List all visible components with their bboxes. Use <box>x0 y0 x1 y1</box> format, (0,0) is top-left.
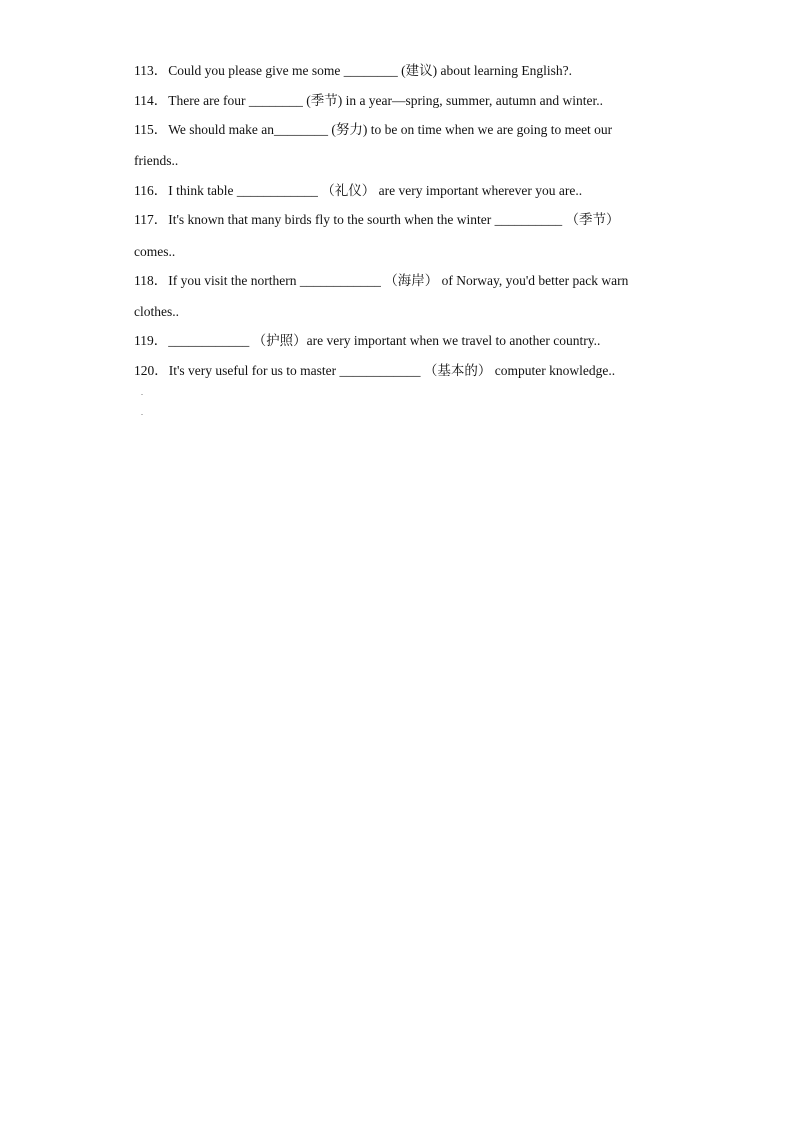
paragraph-mark: . <box>141 388 143 397</box>
question-number: 114． <box>134 93 168 108</box>
question-117-continuation: comes.. <box>134 244 176 259</box>
paragraph-mark: . <box>141 408 143 417</box>
question-117 <box>134 211 620 229</box>
question-number: 116． <box>134 183 168 198</box>
question-text: It's very useful for us to master ____________ （基本的） computer knowledge.. <box>168 363 616 378</box>
question-text: It's known that many birds fly to the sourth when the winter __________ （季节） <box>168 212 620 227</box>
question-text: Could you please give me some ________ (建议) about learning English?. <box>168 63 573 78</box>
question-number: 117． <box>134 212 168 227</box>
question-number: 115． <box>134 122 168 137</box>
question-text: There are four ________ (季节) in a year—spring, summer, autumn and winter.. <box>168 93 603 108</box>
question-115-continuation: friends.. <box>134 153 179 168</box>
question-118 <box>134 272 628 290</box>
question-text: If you visit the northern ____________ （海岸） of Norway, you'd better pack warn <box>168 273 629 288</box>
question-116 <box>134 182 582 200</box>
question-115 <box>134 121 612 139</box>
question-text: We should make an________ (努力) to be on time when we are going to meet our <box>168 122 613 137</box>
question-number: 118． <box>134 273 168 288</box>
question-118-continuation: clothes.. <box>134 304 179 319</box>
question-number: 113． <box>134 63 168 78</box>
question-113 <box>134 62 572 80</box>
question-number: 120． <box>134 363 168 378</box>
question-number: 119． <box>134 333 168 348</box>
question-120 <box>134 362 615 380</box>
question-114 <box>134 92 603 110</box>
question-text: I think table ____________ （礼仪） are very important wherever you are.. <box>168 183 583 198</box>
question-119 <box>134 332 600 350</box>
question-text: ____________ （护照）are very important when we travel to another country.. <box>168 333 601 348</box>
